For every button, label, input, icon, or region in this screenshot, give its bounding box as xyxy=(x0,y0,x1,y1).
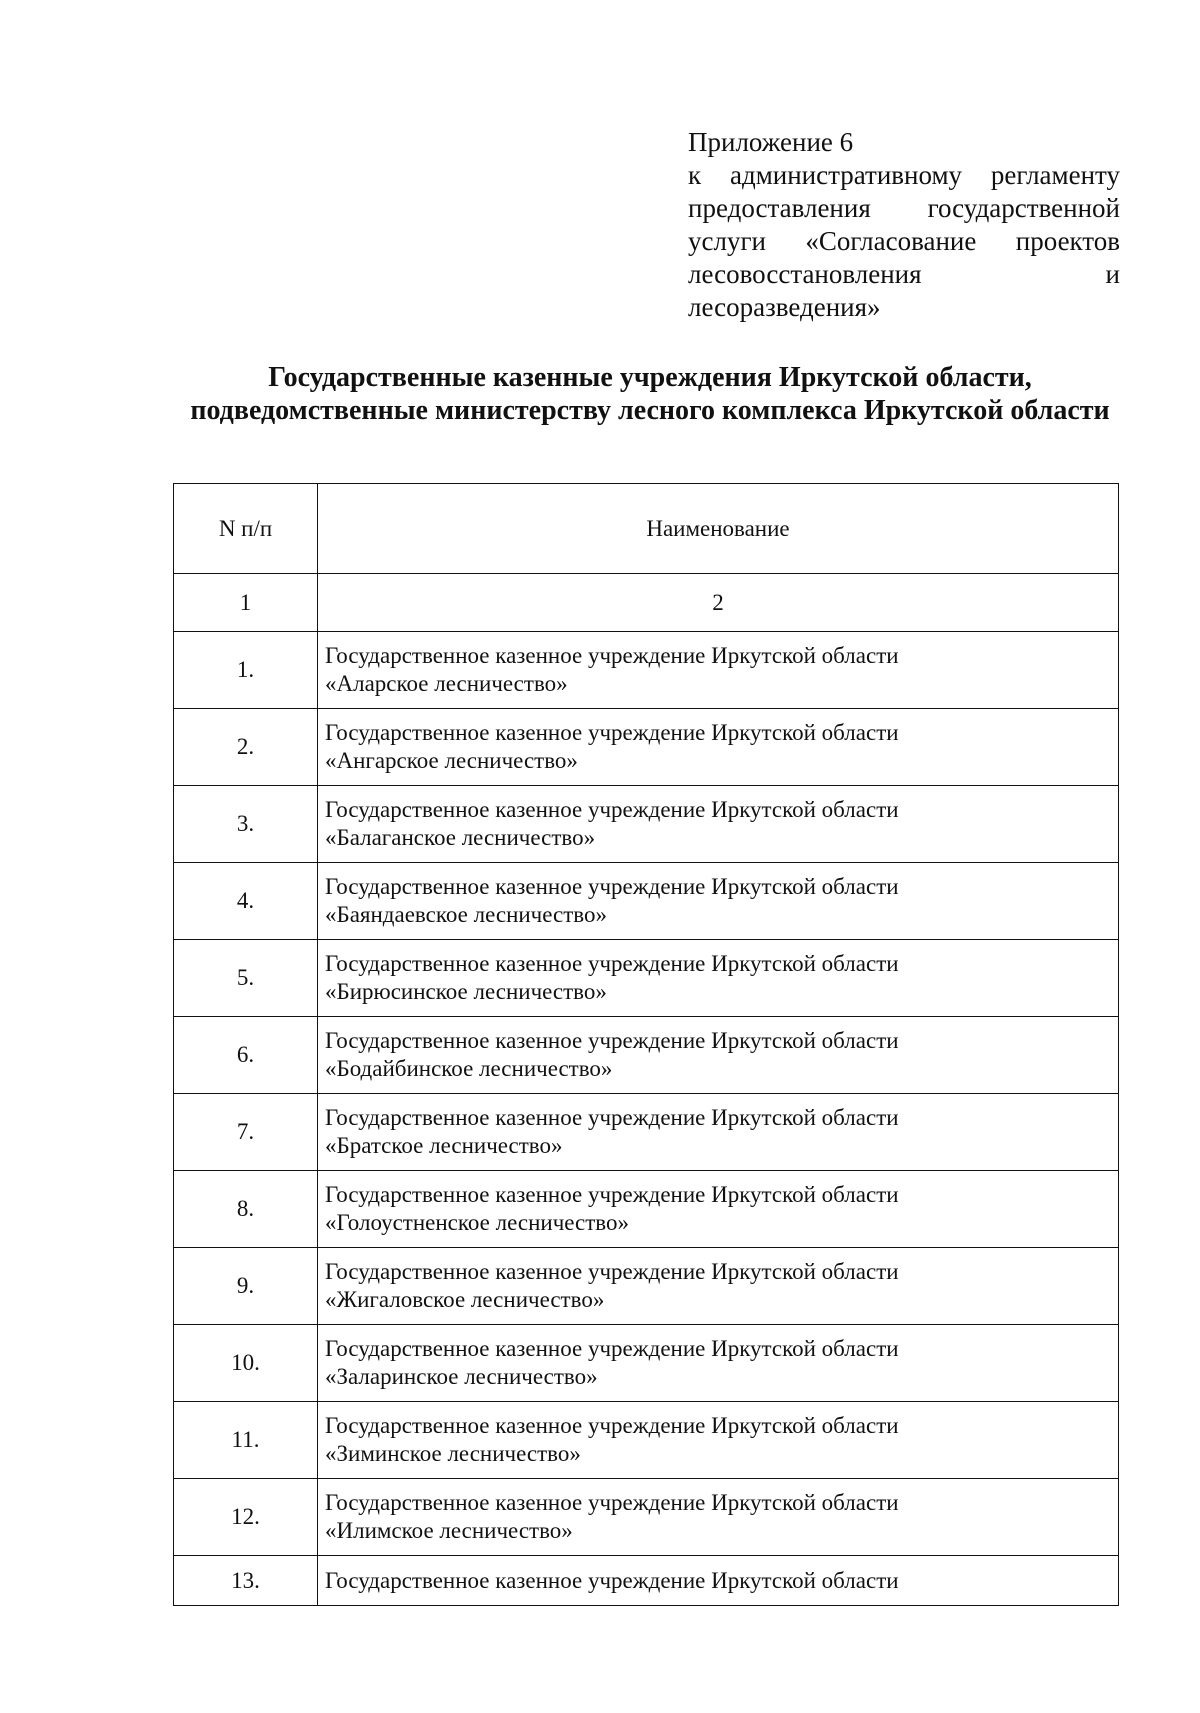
row-name xyxy=(318,709,1119,786)
table-row xyxy=(174,632,1119,709)
table-row xyxy=(174,940,1119,1017)
appendix-line: лесоразведения» xyxy=(688,292,881,322)
row-name-line: Государственное казенное учреждение Иркутской области xyxy=(325,951,899,976)
appendix-block xyxy=(688,126,1120,324)
column-number-row xyxy=(174,574,1119,632)
row-name-line: Государственное казенное учреждение Иркутской области xyxy=(325,1182,899,1207)
table-row xyxy=(174,709,1119,786)
row-name xyxy=(318,1479,1119,1556)
table-row xyxy=(174,1094,1119,1171)
row-name xyxy=(318,940,1119,1017)
row-name xyxy=(318,1171,1119,1248)
row-number: 11. xyxy=(174,1402,318,1479)
row-name-line: «Баяндаевское лесничество» xyxy=(325,902,607,927)
row-number: 4. xyxy=(174,863,318,940)
row-name-line: Государственное казенное учреждение Иркутской области xyxy=(325,643,899,668)
row-name-line: Государственное казенное учреждение Иркутской области xyxy=(325,1413,899,1438)
row-number: 5. xyxy=(174,940,318,1017)
column-number: 2 xyxy=(318,574,1119,632)
row-name xyxy=(318,1094,1119,1171)
table-row xyxy=(174,1325,1119,1402)
row-name-line: «Зиминское лесничество» xyxy=(325,1441,581,1466)
row-number: 12. xyxy=(174,1479,318,1556)
document-title-line: подведомственные министерству лесного комплекса Иркутской области xyxy=(190,395,1110,426)
row-name-line: Государственное казенное учреждение Иркутской области xyxy=(325,1490,899,1515)
appendix-line: услуги «Согласование проектов xyxy=(688,226,1120,256)
row-number: 8. xyxy=(174,1171,318,1248)
row-number: 10. xyxy=(174,1325,318,1402)
row-name-line: Государственное казенное учреждение Иркутской области xyxy=(325,1028,899,1053)
row-name xyxy=(318,1017,1119,1094)
row-number: 9. xyxy=(174,1248,318,1325)
row-name xyxy=(318,1325,1119,1402)
row-name xyxy=(318,632,1119,709)
document-title-line: Государственные казенные учреждения Иркутской области, xyxy=(268,362,1032,393)
table-row xyxy=(174,863,1119,940)
table-header-row xyxy=(174,484,1119,574)
row-name-line: «Заларинское лесничество» xyxy=(325,1364,598,1389)
row-name xyxy=(318,786,1119,863)
appendix-title: Приложение 6 xyxy=(688,127,854,157)
row-number: 3. xyxy=(174,786,318,863)
row-name-line: Государственное казенное учреждение Иркутской области xyxy=(325,1105,899,1130)
row-name xyxy=(318,1556,1119,1606)
row-name-line: «Жигаловское лесничество» xyxy=(325,1287,605,1312)
column-number: 1 xyxy=(174,574,318,632)
appendix-line: лесовосстановления и xyxy=(688,259,1120,289)
row-name-line: Государственное казенное учреждение Иркутской области xyxy=(325,874,899,899)
row-name-line: Государственное казенное учреждение Иркутской области xyxy=(325,1259,899,1284)
row-name-line: «Илимское лесничество» xyxy=(325,1518,573,1543)
row-name-line: «Братское лесничество» xyxy=(325,1133,563,1158)
row-name-line: «Балаганское лесничество» xyxy=(325,825,596,850)
row-name-line: «Аларское лесничество» xyxy=(325,671,568,696)
row-name xyxy=(318,863,1119,940)
institutions-table xyxy=(173,483,1119,1606)
header-number: N п/п xyxy=(174,484,318,574)
table-body xyxy=(174,632,1119,1606)
row-name-line: Государственное казенное учреждение Иркутской области xyxy=(325,720,899,745)
row-number: 7. xyxy=(174,1094,318,1171)
document-title xyxy=(100,361,1200,427)
table-row xyxy=(174,1479,1119,1556)
row-number: 1. xyxy=(174,632,318,709)
header-name: Наименование xyxy=(318,484,1119,574)
row-name-line: Государственное казенное учреждение Иркутской области xyxy=(325,1336,899,1361)
row-name xyxy=(318,1248,1119,1325)
table-row xyxy=(174,1171,1119,1248)
row-number: 6. xyxy=(174,1017,318,1094)
row-name-line: Государственное казенное учреждение Иркутской области xyxy=(325,797,899,822)
appendix-line: к административному регламенту xyxy=(688,160,1120,190)
table-row xyxy=(174,1248,1119,1325)
table-row xyxy=(174,786,1119,863)
table-row xyxy=(174,1556,1119,1606)
appendix-line: предоставления государственной xyxy=(688,193,1120,223)
row-number: 2. xyxy=(174,709,318,786)
row-name-line: Государственное казенное учреждение Иркутской области xyxy=(325,1567,899,1593)
row-name xyxy=(318,1402,1119,1479)
table-row xyxy=(174,1017,1119,1094)
row-name-line: «Бодайбинское лесничество» xyxy=(325,1056,613,1081)
table-row xyxy=(174,1402,1119,1479)
row-number: 13. xyxy=(174,1556,318,1606)
row-name-line: «Голоустненское лесничество» xyxy=(325,1210,630,1235)
row-name-line: «Бирюсинское лесничество» xyxy=(325,979,607,1004)
row-name-line: «Ангарское лесничество» xyxy=(325,748,578,773)
